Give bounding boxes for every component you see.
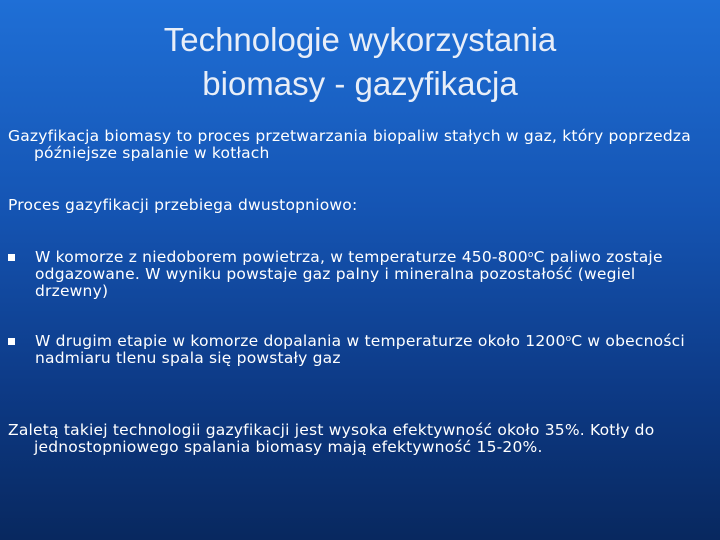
square-bullet-icon bbox=[8, 254, 15, 261]
intro-paragraph: Gazyfikacja biomasy to proces przetwarzania biopaliw stałych w gaz, który poprzedza późniejsze spalanie w kotłach bbox=[8, 127, 691, 162]
conclusion-paragraph: Zaletą takiej technologii gazyfikacji jest wysoka efektywność około 35%. Kotły do jednostopniowego spalania biomasy mają efektywność 15-20%. bbox=[8, 421, 655, 456]
bullet-text-1 bbox=[35, 249, 705, 300]
title-line-1: Technologie wykorzystania bbox=[163, 21, 557, 58]
bullet-1-text-post: C paliwo zostaje odgazowane. W wyniku powstaje gaz palny i mineralna pozostałość (wegiel drzewny) bbox=[35, 248, 663, 300]
degree-mark: o bbox=[527, 250, 534, 260]
slide-title bbox=[60, 18, 660, 106]
square-bullet-icon bbox=[8, 338, 15, 345]
bullet-text-2 bbox=[35, 333, 705, 367]
title-line-2: biomasy - gazyfikacja bbox=[202, 65, 518, 102]
bullet-2-text-post: C w obecności nadmiaru tlenu spala się powstały gaz bbox=[35, 332, 685, 367]
bullet-1-text-pre: W komorze z niedoborem powietrza, w temperaturze 450-800 bbox=[35, 248, 528, 266]
bullet-2-text-pre: W drugim etapie w komorze dopalania w temperaturze około 1200 bbox=[35, 332, 566, 350]
degree-mark: o bbox=[565, 334, 572, 344]
process-lead-paragraph: Proces gazyfikacji przebiega dwustopniowo: bbox=[8, 196, 358, 214]
